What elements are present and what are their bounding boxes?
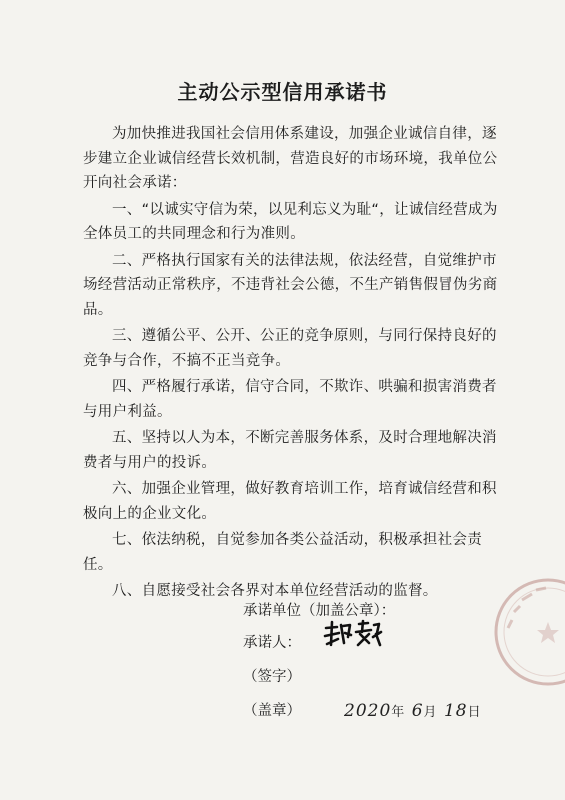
date-year-label: 年 bbox=[391, 705, 406, 720]
official-seal-stamp bbox=[488, 572, 565, 692]
date-year: 2020 bbox=[344, 701, 392, 721]
handwritten-signature bbox=[322, 619, 384, 649]
sign-note: （签字） bbox=[243, 669, 301, 685]
committer-label: 承诺人： bbox=[243, 635, 301, 651]
commitment-item: 一、“以诚实守信为荣，以见利忘义为耻“，让诚信经营成为全体员工的共同理念和行为准则。 bbox=[83, 201, 498, 242]
intro-paragraph: 为加快推进我国社会信用体系建设，加强企业诚信自律，逐步建立企业诚信经营长效机制，营造良好的市场环境，我单位公开向社会承诺： bbox=[83, 126, 498, 191]
commitment-item: 七、依法纳税，自觉参加各类公益活动，积极承担社会责任。 bbox=[83, 532, 482, 573]
commitment-item: 八、自愿接受社会各界对本单位经营活动的监督。 bbox=[112, 583, 438, 599]
committing-unit-label: 承诺单位（加盖公章）： bbox=[243, 603, 396, 619]
commitment-item: 四、严格履行承诺，信守合同，不欺诈、哄骗和损害消费者与用户利益。 bbox=[83, 379, 497, 420]
commitment-item: 六、加强企业管理，做好教育培训工作，培育诚信经营和积极向上的企业文化。 bbox=[83, 481, 497, 522]
seal-note: （盖章） bbox=[243, 703, 301, 719]
commitment-item: 五、坚持以人为本，不断完善服务体系，及时合理地解决消费者与用户的投诉。 bbox=[83, 430, 497, 471]
commitment-item: 三、遵循公平、公开、公正的竞争原则，与同行保持良好的竞争与合作，不搞不正当竞争。 bbox=[83, 328, 497, 369]
document-title: 主动公示型信用承诺书 bbox=[177, 80, 388, 104]
date-month-label: 月 bbox=[423, 705, 438, 720]
date-line bbox=[344, 701, 482, 721]
commitment-item: 二、严格执行国家有关的法律法规，依法经营，自觉维护市场经营活动正常秩序，不违背社会公德，不生产销售假冒伪劣商品。 bbox=[83, 252, 498, 318]
document-body bbox=[83, 122, 503, 606]
date-month: 6 bbox=[411, 701, 424, 721]
date-day-label: 日 bbox=[467, 705, 482, 720]
date-day: 18 bbox=[443, 701, 468, 721]
